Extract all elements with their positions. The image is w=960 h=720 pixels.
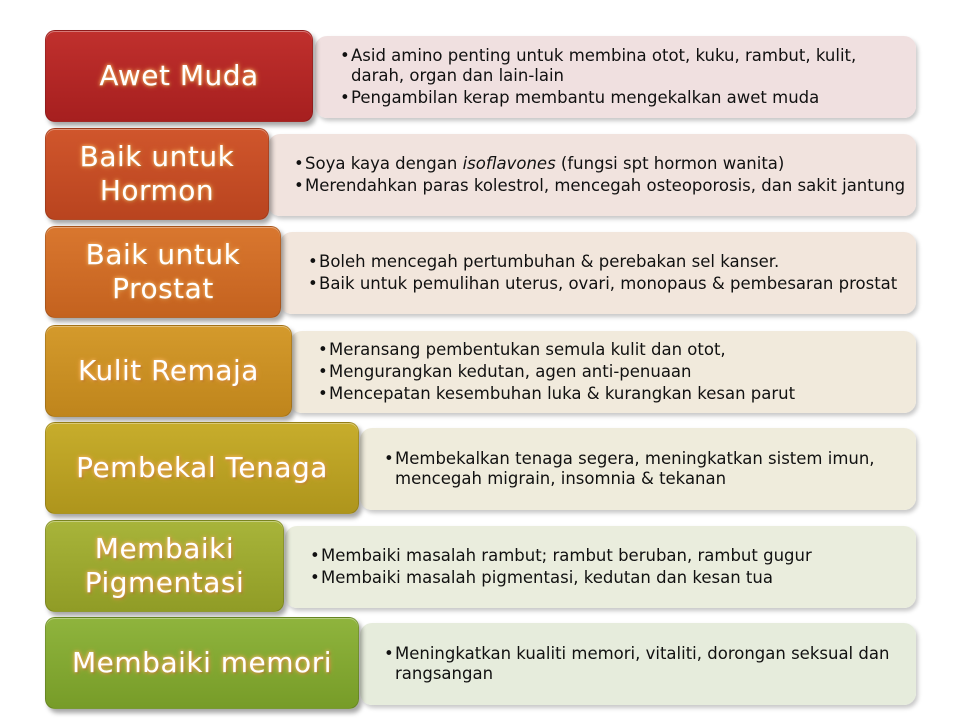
benefit-description-box: [315, 36, 916, 118]
benefit-description-box: [285, 526, 916, 608]
benefit-bullet-item: [384, 644, 906, 684]
bullet-text: Baik untuk pemulihan uterus, ovari, monopaus & pembesaran prostat: [319, 274, 898, 293]
benefit-bullet-list: [294, 152, 906, 198]
bullet-text: Boleh mencegah pertumbuhan & perebakan sel kanser.: [319, 252, 780, 271]
benefit-title: Baik untuk Prostat: [85, 238, 241, 305]
benefit-bullet-item: [294, 176, 906, 196]
bullet-text: (fungsi spt hormon wanita): [555, 154, 785, 173]
benefit-bullet-item: [340, 88, 906, 108]
benefit-bullet-list: [384, 642, 906, 686]
bullet-text: Soya kaya dengan: [305, 154, 463, 173]
benefit-row: [0, 617, 960, 709]
benefit-description-box: [360, 428, 916, 510]
benefit-bullet-item: [308, 274, 906, 294]
benefit-row: [0, 226, 960, 318]
benefit-bullet-item: [318, 384, 906, 404]
benefit-bullet-list: [340, 44, 906, 110]
bullet-text: Meningkatkan kualiti memori, vitaliti, dorongan seksual dan rangsangan: [395, 644, 890, 683]
bullet-text: Membekalkan tenaga segera, meningkatkan sistem imun, mencegah migrain, insomnia & tekanan: [395, 449, 875, 488]
benefit-title-box: [45, 226, 281, 318]
benefit-bullet-item: [310, 568, 906, 588]
benefit-bullet-item: [310, 546, 906, 566]
benefit-bullet-item: [318, 362, 906, 382]
bullet-text: Mencepatan kesembuhan luka & kurangkan kesan parut: [329, 384, 796, 403]
benefit-bullet-item: [384, 449, 906, 489]
benefit-row: [0, 422, 960, 514]
bullet-text: Mengurangkan kedutan, agen anti-penuaan: [329, 362, 692, 381]
benefit-description-box: [360, 623, 916, 705]
benefit-bullet-list: [310, 544, 906, 590]
benefit-row: [0, 30, 960, 122]
benefit-bullet-item: [308, 252, 906, 272]
bullet-text: Asid amino penting untuk membina otot, kuku, rambut, kulit, darah, organ dan lain-lain: [351, 46, 857, 85]
benefit-title: Membaiki Pigmentasi: [84, 532, 245, 599]
benefit-title-box: [45, 128, 269, 220]
bullet-text: Membaiki masalah rambut; rambut beruban, rambut gugur: [321, 546, 812, 565]
bullet-text: Membaiki masalah pigmentasi, kedutan dan kesan tua: [321, 568, 773, 587]
benefit-bullet-item: [340, 46, 906, 86]
benefit-bullet-list: [384, 447, 906, 491]
benefit-title: Awet Muda: [99, 59, 259, 92]
benefit-bullet-list: [318, 338, 906, 406]
benefit-title: Pembekal Tenaga: [76, 451, 328, 484]
benefit-row: [0, 325, 960, 417]
benefit-bullet-list: [308, 250, 906, 296]
benefit-title-box: [45, 520, 284, 612]
benefit-description-box: [290, 331, 916, 413]
benefit-title: Membaiki memori: [72, 646, 332, 679]
benefit-title-box: [45, 30, 313, 122]
benefit-row: [0, 128, 960, 220]
benefit-description-box: [268, 134, 916, 216]
bullet-text: Merendahkan paras kolestrol, mencegah osteoporosis, dan sakit jantung: [305, 176, 906, 195]
benefit-title-box: [45, 325, 292, 417]
bullet-text: Meransang pembentukan semula kulit dan otot,: [329, 340, 726, 359]
benefit-title: Baik untuk Hormon: [79, 140, 235, 207]
bullet-text: Pengambilan kerap membantu mengekalkan awet muda: [351, 88, 820, 107]
benefit-bullet-item: [294, 154, 906, 174]
benefit-title-box: [45, 422, 359, 514]
benefit-row: [0, 520, 960, 612]
benefit-description-box: [280, 232, 916, 314]
benefit-title: Kulit Remaja: [78, 354, 259, 387]
benefit-bullet-item: [318, 340, 906, 360]
benefit-title-box: [45, 617, 359, 709]
bullet-text: isoflavones: [462, 154, 556, 173]
